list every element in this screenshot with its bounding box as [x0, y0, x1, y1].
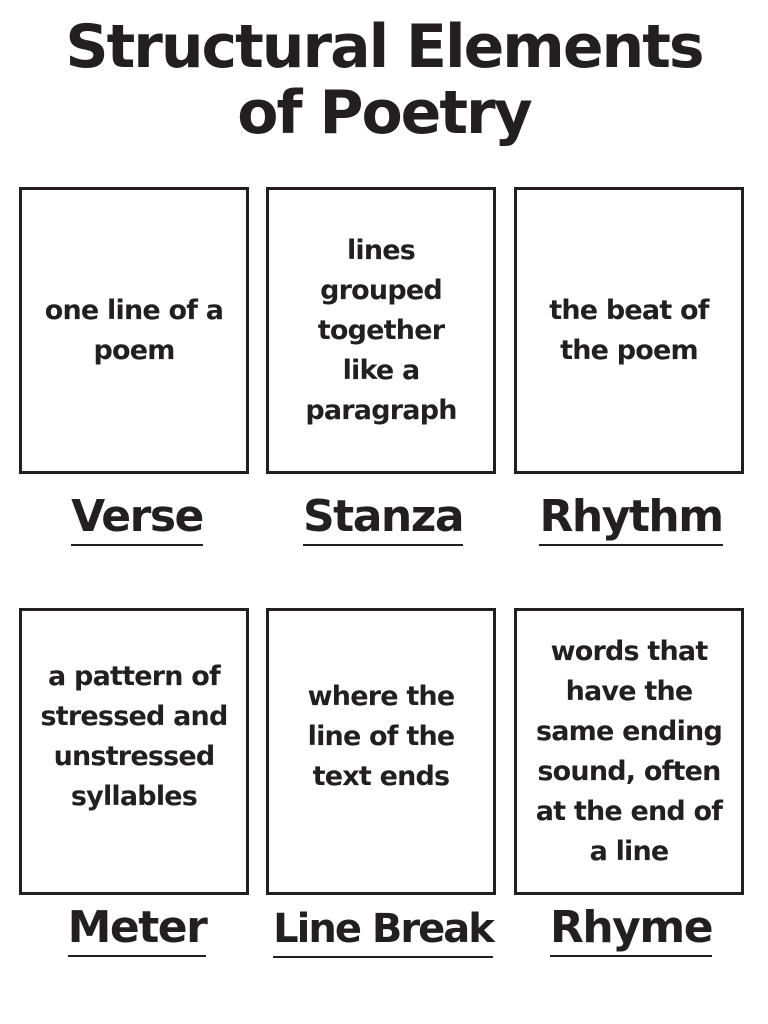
- term-label-rhyme: [506, 903, 756, 957]
- definition-card-line-break: [266, 608, 496, 895]
- page-title-line-2: of Poetry: [237, 78, 531, 148]
- term-text: Stanza: [303, 492, 463, 546]
- term-text: Line Break: [273, 904, 493, 958]
- definition-text: a pattern of stressed and unstressed syllables: [40, 660, 228, 812]
- definition-text: lines grouped together like a paragraph: [305, 234, 457, 426]
- definition-card-stanza: [266, 187, 496, 474]
- term-label-rhythm: [506, 492, 756, 546]
- definition-card-rhyme: [514, 608, 744, 895]
- definition-text: one line of a poem: [44, 294, 224, 366]
- definition-text: where the line of the text ends: [307, 680, 455, 792]
- term-label-meter: [12, 903, 262, 957]
- definition-card-rhythm: [514, 187, 744, 474]
- page-title-line-1: Structural Elements: [65, 12, 703, 82]
- term-text: Rhyme: [550, 903, 712, 957]
- definition-text: words that have the same ending sound, often at the end of a line: [535, 635, 723, 867]
- term-text: Meter: [68, 903, 207, 957]
- term-label-line-break: [258, 903, 508, 958]
- term-label-verse: [12, 492, 262, 546]
- term-text: Verse: [71, 492, 203, 546]
- page-title: [0, 14, 768, 146]
- term-text: Rhythm: [539, 492, 722, 546]
- definition-text: the beat of the poem: [549, 294, 709, 366]
- definition-card-verse: [19, 187, 249, 474]
- definition-card-meter: [19, 608, 249, 895]
- term-label-stanza: [258, 492, 508, 546]
